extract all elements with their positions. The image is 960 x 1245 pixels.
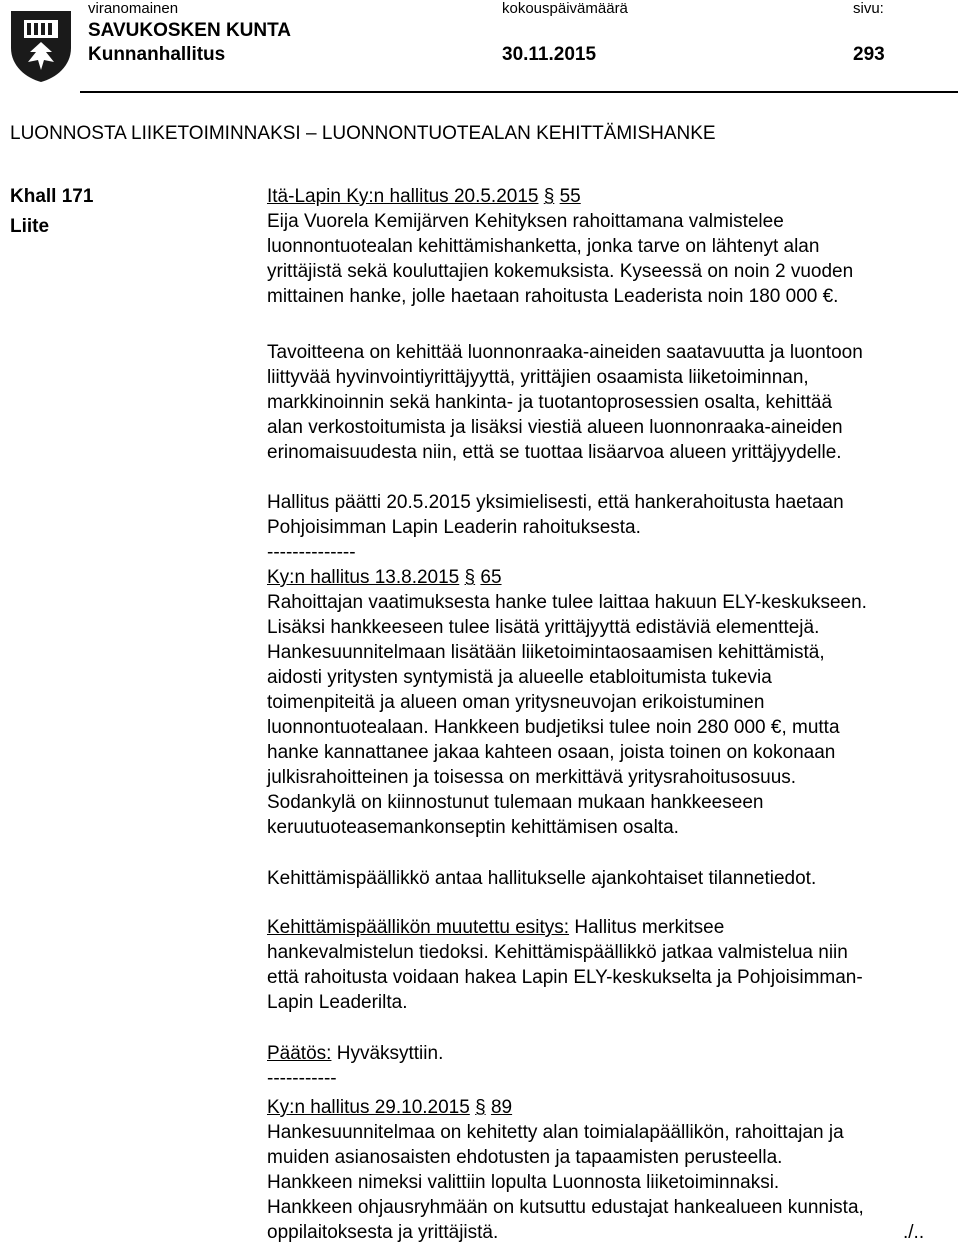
reference-line (267, 1095, 947, 1120)
header-divider (80, 91, 958, 93)
text-line (267, 1220, 947, 1245)
text-line: että rahoitusta voidaan hakea Lapin ELY-keskukselta ja Pohjoisimman- (267, 967, 863, 988)
text-line: muiden asianosaisten ehdotusten ja tapaamisten perusteella. (267, 1147, 783, 1168)
reference-line (267, 184, 853, 209)
authority-name: Kunnanhallitus (88, 44, 226, 65)
reference-number: 55 (559, 186, 581, 207)
text-line: liittyvää hyvinvointiyrittäjyyttä, yrittäjien osaamista liiketoiminnan, (267, 367, 809, 388)
text-line: Hankesuunnitelmaa on kehitetty alan toimialapäällikön, rahoittajan ja (267, 1122, 844, 1143)
header-label-authority: viranomainen (88, 0, 179, 17)
document-title: LUONNOSTA LIIKETOIMINNAKSI – LUONNONTUOTEALAN KEHITTÄMISHANKE (10, 123, 716, 144)
text-line: aidosti yritysten syntymistä ja alueelle etabloitumista tukevia (267, 667, 772, 688)
text-line: keruutuoteasemankonseptin kehittämisen osalta. (267, 817, 679, 838)
separator-line: ----------- (267, 1068, 337, 1089)
header-label-date: kokouspäivämäärä (502, 0, 628, 17)
reference-text: Ky:n hallitus 29.10.2015 (267, 1097, 470, 1118)
text-line: yrittäjistä sekä kouluttajien kokemuksista. Kyseessä on noin 2 vuoden (267, 261, 854, 282)
khall-number: Khall 171 (10, 186, 94, 207)
text-line: mittainen hanke, jolle haetaan rahoitusta Leaderista noin 180 000 €. (267, 286, 839, 307)
text-line (267, 1041, 443, 1066)
revised-proposal-label: Kehittämispäällikön muutettu esitys: (267, 917, 570, 938)
section-symbol: § (543, 186, 555, 207)
section-symbol: § (475, 1097, 486, 1118)
text-line: Sodankylä on kiinnostunut tulemaan mukaan hankkeeseen (267, 792, 764, 813)
page-number: 293 (853, 44, 885, 65)
text-line: Lapin Leaderilta. (267, 992, 408, 1013)
text-line: Hankesuunnitelmaan lisätään liiketoimintaosaamisen kehittämistä, (267, 642, 825, 663)
paragraph-5 (267, 866, 816, 891)
paragraph-3 (267, 490, 844, 565)
section-symbol: § (464, 567, 476, 588)
text-line: Lisäksi hankkeeseen tulee lisätä yrittäjyyttä edistäviä elementtejä. (267, 617, 820, 638)
text-line: Kehittämispäällikkö antaa hallitukselle ajankohtaiset tilannetiedot. (267, 868, 817, 889)
municipality-name: SAVUKOSKEN KUNTA (88, 20, 292, 41)
reference-text: Ky:n hallitus 13.8.2015 (267, 567, 460, 588)
text-line: erinomaisuudesta niin, että se tuottaa lisäarvoa alueen yrittäjyydelle. (267, 442, 842, 463)
attachment-label: Liite (10, 216, 50, 237)
paragraph-7 (267, 1041, 443, 1091)
decision-label: Päätös: (267, 1043, 332, 1064)
text-line: Hankkeen ohjausryhmään on kutsuttu edustajat hankealueen kunnista, (267, 1197, 864, 1218)
paragraph-4 (267, 565, 867, 840)
paragraph-6 (267, 915, 863, 1015)
text-line: luonnontuotealan kehittämishanketta, jonka tarve on lähtenyt alan (267, 236, 820, 257)
header-label-page: sivu: (853, 0, 884, 17)
text-line (267, 915, 863, 940)
text-line: julkisrahoitteinen ja toisessa on merkittävä yritysrahoitusosuus. (267, 767, 797, 788)
text-line: Tavoitteena on kehittää luonnonraaka-aineiden saatavuutta ja luontoon (267, 342, 863, 363)
text-line: toimenpiteitä ja alueen oman yritysneuvojan erikoistuminen (267, 692, 765, 713)
text-line: Eija Vuorela Kemijärven Kehityksen rahoittamana valmistelee (267, 211, 784, 232)
paragraph-1 (267, 184, 853, 309)
text-segment: Hyväksyttiin. (331, 1043, 444, 1064)
meeting-date: 30.11.2015 (502, 44, 597, 65)
continuation-marker: ./.. (903, 1222, 925, 1243)
coat-of-arms-logo (8, 8, 74, 84)
text-line: hanke kannattanee jakaa kahteen osaan, joista toinen on kokonaan (267, 742, 836, 763)
text-line: Rahoittajan vaatimuksesta hanke tulee laittaa hakuun ELY-keskukseen. (267, 592, 867, 613)
reference-number: 65 (480, 567, 502, 588)
text-line: markkinoinnin sekä hankinta- ja tuotantoprosessien osalta, kehittää (267, 392, 833, 413)
text-segment: oppilaitoksesta ja yrittäjistä. (267, 1222, 499, 1243)
text-line: Hallitus päätti 20.5.2015 yksimielisesti, että hankerahoitusta haetaan (267, 492, 844, 513)
paragraph-8 (267, 1095, 947, 1245)
text-segment: Hallitus merkitsee (569, 917, 725, 938)
text-line: luonnontuotealaan. Hankkeen budjetiksi tulee noin 280 000 €, mutta (267, 717, 840, 738)
paragraph-2 (267, 340, 863, 465)
text-line: Hankkeen nimeksi valittiin lopulta Luonnosta liiketoiminnaksi. (267, 1172, 780, 1193)
reference-line (267, 565, 867, 590)
text-line: Pohjoisimman Lapin Leaderin rahoituksesta. (267, 517, 641, 538)
text-line: hankevalmistelun tiedoksi. Kehittämispäällikkö jatkaa valmistelua niin (267, 942, 848, 963)
reference-text: Itä-Lapin Ky:n hallitus 20.5.2015 (267, 186, 539, 207)
text-line: alan verkostoitumista ja lisäksi viestiä alueen luonnonraaka-aineiden (267, 417, 843, 438)
separator-line: -------------- (267, 542, 356, 563)
reference-number: 89 (490, 1097, 513, 1118)
